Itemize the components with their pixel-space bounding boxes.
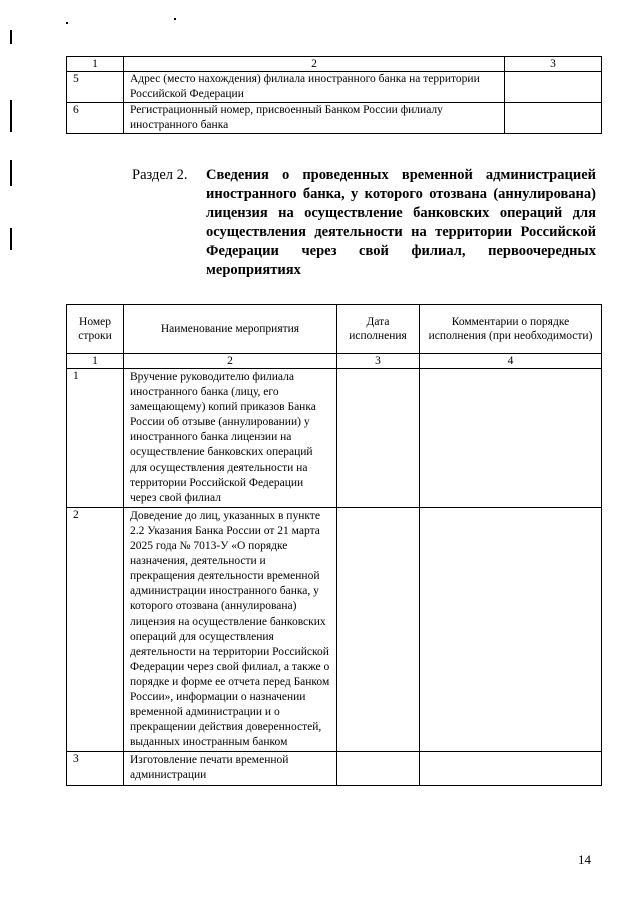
header-comments: Комментарии о порядке исполнения (при необходимости) <box>420 305 602 354</box>
row-comment <box>420 369 602 508</box>
row-value <box>505 103 602 134</box>
row-activity: Вручение руководителю филиала иностранного банка (лицу, его замещающему) копий приказов Банка России об отзыве (аннулировании) у иностранного банка лицензии на осуществление банковских операций для осуществления деятельности на территории Российской Федерации через свой филиал <box>124 369 337 508</box>
row-number: 1 <box>67 369 124 508</box>
table-header-row <box>67 305 602 354</box>
row-number: 6 <box>67 103 124 134</box>
table-row <box>67 369 602 508</box>
row-text: Адрес (место нахождения) филиала иностранного банка на территории Российской Федерации <box>124 72 505 103</box>
row-number: 3 <box>67 752 124 785</box>
header-cell: 3 <box>505 57 602 72</box>
table-header-row <box>67 57 602 72</box>
column-number: 3 <box>337 354 420 369</box>
row-date <box>337 507 420 752</box>
row-comment <box>420 507 602 752</box>
header-row-number: Номер строки <box>67 305 124 354</box>
header-cell: 2 <box>124 57 505 72</box>
column-number: 2 <box>124 354 337 369</box>
table-row <box>67 752 602 785</box>
row-number: 2 <box>67 507 124 752</box>
row-number: 5 <box>67 72 124 103</box>
column-number-row <box>67 354 602 369</box>
page-number: 14 <box>578 852 591 867</box>
row-activity: Изготовление печати временной администрации <box>124 752 337 785</box>
row-activity: Доведение до лиц, указанных в пункте 2.2 Указания Банка России от 21 марта 2025 года № 7013-У «О порядке назначения, деятельности и прекращения деятельности временной администрации иностранного банка, у которого отозвана (аннулирована) лицензия на осуществление банковских операций для осуществления деятельности на территории Российской Федерации через свой филиал, а также о порядке и форме ее отчета перед Банком России», информации о назначении временной администрации и о прекращении действия доверенностей, выданных иностранным банком <box>124 507 337 752</box>
table-row <box>67 72 602 103</box>
table-main <box>66 304 602 786</box>
row-comment <box>420 752 602 785</box>
row-date <box>337 752 420 785</box>
table-top <box>66 56 602 134</box>
header-activity-name: Наименование мероприятия <box>124 305 337 354</box>
header-completion-date: Дата исполнения <box>337 305 420 354</box>
header-cell: 1 <box>67 57 124 72</box>
scan-artifact <box>10 30 12 44</box>
row-value <box>505 72 602 103</box>
column-number: 1 <box>67 354 124 369</box>
scan-artifact <box>174 18 176 20</box>
table-row <box>67 507 602 752</box>
scan-artifact <box>10 228 12 250</box>
column-number: 4 <box>420 354 602 369</box>
section-number: Раздел 2. <box>132 167 188 183</box>
row-date <box>337 369 420 508</box>
scan-artifact <box>10 100 12 132</box>
scan-artifact <box>66 22 68 24</box>
row-text: Регистрационный номер, присвоенный Банком России филиалу иностранного банка <box>124 103 505 134</box>
section-heading <box>132 166 596 280</box>
table-row <box>67 103 602 134</box>
section-title: Сведения о проведенных временной администрацией иностранного банка, у которого отозвана (аннулирована) лицензия на осуществление банковских операций для осуществления деятельности на территории Российской Федерации через свой филиал, первоочередных мероприятиях <box>206 167 596 278</box>
scan-artifact <box>10 160 12 186</box>
